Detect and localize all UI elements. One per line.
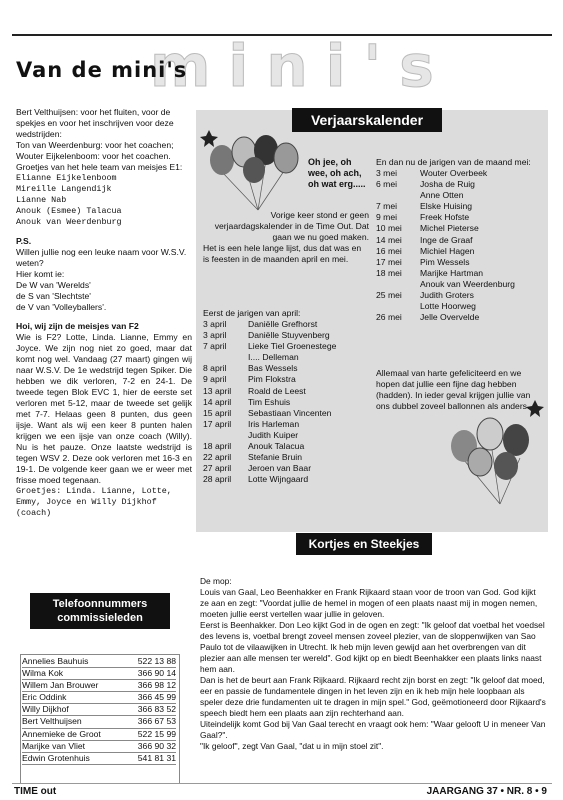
joke-line: De mop: xyxy=(200,576,232,586)
phone-row xyxy=(22,704,176,716)
mei-row xyxy=(376,235,515,246)
joke-line: Uiteindelijk komt God bij Van Gaal terecht en vraagt ook hem: "Waar gelooft U in meneer Van Gaal?". xyxy=(200,719,546,740)
april-name: Roald de Leest xyxy=(248,385,306,396)
mei-date: 16 mei xyxy=(376,245,402,256)
mei-name: Michiel Hagen xyxy=(420,245,475,256)
phone-table xyxy=(22,656,176,765)
april-name: Tim Eshuis xyxy=(248,396,291,407)
mei-date: 6 mei xyxy=(376,179,398,190)
april-name: Judith Kuiper xyxy=(248,429,299,440)
phone-name: Annemieke de Groot xyxy=(22,728,126,740)
april-row xyxy=(203,474,336,485)
mei-name: Wouter Overbeek xyxy=(420,168,488,178)
april-row xyxy=(203,419,336,430)
mei-name: Pim Wessels xyxy=(420,256,470,267)
april-name: Stefanie Bruin xyxy=(248,452,302,463)
mei-date: 17 mei xyxy=(376,256,402,267)
team-member: Mireille Langendijk xyxy=(16,184,112,194)
ps-text: de V van 'Volleyballers'. xyxy=(16,302,107,312)
april-row xyxy=(203,408,336,419)
april-date: 18 april xyxy=(203,441,232,452)
april-date: 13 april xyxy=(203,385,232,396)
f2-greeting: Groetjes: Linda. Lianne, Lotte, Emmy, Joyce en Willy Dijkhof (coach) xyxy=(16,486,172,518)
april-date: 3 april xyxy=(203,330,227,341)
ps-text: De W van 'Werelds' xyxy=(16,280,91,290)
team-member: Lianne Nab xyxy=(16,195,67,205)
birthday-heading: Verjaarskalender xyxy=(292,108,442,132)
april-row xyxy=(203,452,336,463)
ps-text: Willen jullie nog een leuke naam voor W.S.V. weten? xyxy=(16,247,187,268)
greeting-line: Groetjes van het hele team van meisjes E1: xyxy=(16,162,183,172)
april-date: 14 april xyxy=(203,396,232,407)
phone-number: 366 90 14 xyxy=(126,668,176,680)
team-member: Anouk (Esmee) Talacua xyxy=(16,206,122,216)
mei-name: Judith Groters xyxy=(420,290,474,301)
jokes-heading: Kortjes en Steekjes xyxy=(296,533,432,555)
phone-number: 541 81 31 xyxy=(126,752,176,764)
phone-name: Annelies Bauhuis xyxy=(22,656,126,668)
april-heading: Eerst de jarigen van april: xyxy=(203,308,301,318)
mei-row xyxy=(376,179,515,190)
phone-row xyxy=(22,656,176,668)
phone-row xyxy=(22,680,176,692)
april-date xyxy=(203,352,248,363)
phone-row xyxy=(22,692,176,704)
mei-date xyxy=(376,301,420,312)
mei-date: 14 mei xyxy=(376,234,402,245)
april-name: Pim Flokstra xyxy=(248,374,296,385)
mei-date xyxy=(376,279,420,290)
mei-date: 18 mei xyxy=(376,267,402,278)
phone-name: Eric Oddink xyxy=(22,692,126,704)
mei-date: 25 mei xyxy=(376,290,402,301)
ps-label: P.S. xyxy=(16,236,32,246)
phone-name: Willy Dijkhof xyxy=(22,704,126,716)
mei-row xyxy=(376,268,515,279)
april-row xyxy=(203,430,336,441)
april-row xyxy=(203,441,336,452)
mei-date: 10 mei xyxy=(376,223,402,234)
joke-line: Eerst is Beenhakker. Don Leo kijkt God in de ogen en zegt: "Ik geloof dat voetbal het voedsel des levens is, voetbal brengt zoveel mensen zoveel plezier, van de sloppenwijken van Sao Paulo tot de vilaawijken in Utrecht. Ik heb mijn leven gewijd aan het overbrengen van dit plezier aan alle mensen ter wereld". God kijkt op en biedt Beenhakker een plaats links naast hem aan. xyxy=(200,620,545,674)
credit-line: Ton van Weerdenburg: voor het coachen; xyxy=(16,140,174,150)
joke-line: Louis van Gaal, Leo Beenhakker en Frank Rijkaard staan voor de troon van God. God kijkt ze aan en zegt: "Voordat jullie de hemel in mogen of een plaats naast mij in mogen nemen, moeten jullie eerst vertellen waar jullie in geloven. xyxy=(200,587,538,619)
phone-row xyxy=(22,752,176,764)
joke-line: "Ik geloof", zegt Van Gaal, "dat u in mijn stoel zit". xyxy=(200,741,384,751)
april-name: Lieke Tiel Groenestege xyxy=(248,341,337,352)
mei-date: 26 mei xyxy=(376,312,402,323)
phone-name: Marijke van Vliet xyxy=(22,740,126,752)
mei-row xyxy=(376,246,515,257)
april-row xyxy=(203,463,336,474)
background-word: mini's xyxy=(150,32,452,100)
oh-jee-text: Oh jee, oh wee, oh ach, oh wat erg..... xyxy=(308,157,366,189)
mei-name: Michel Pieterse xyxy=(420,223,479,234)
april-row xyxy=(203,386,336,397)
mei-name: Anne Otten xyxy=(420,190,464,201)
left-column xyxy=(16,107,192,519)
april-date: 8 april xyxy=(203,363,227,374)
phone-number: 366 83 52 xyxy=(126,704,176,716)
april-row xyxy=(203,363,336,374)
birthday-intro xyxy=(203,210,369,265)
april-row xyxy=(203,330,336,341)
april-name: Daniëlle Stuyvenberg xyxy=(248,330,330,341)
april-date: 22 april xyxy=(203,452,232,463)
mei-name: Anouk van Weerdenburg xyxy=(420,278,515,289)
april-name: Daniëlle Grefhorst xyxy=(248,319,318,329)
april-name: Jeroen van Baar xyxy=(248,463,312,474)
phone-number: 522 15 99 xyxy=(126,728,176,740)
april-row xyxy=(203,352,336,363)
phone-name: Wilma Kok xyxy=(22,668,126,680)
april-date: 9 april xyxy=(203,374,227,385)
phone-row xyxy=(22,668,176,680)
april-date: 3 april xyxy=(203,319,227,329)
april-name: Sebastiaan Vincenten xyxy=(248,407,332,418)
jokes-text xyxy=(200,576,546,752)
mei-name: Josha de Ruig xyxy=(420,179,475,190)
f2-heading: Hoi, wij zijn de meisjes van F2 xyxy=(16,321,139,331)
april-row xyxy=(203,319,336,330)
phone-name: Bert Velthuijsen xyxy=(22,716,126,728)
closing-paragraph: Allemaal van harte gefeliciteerd en we hopen dat jullie een fijne dag hebben (hadden). In ieder geval krijgen jullie van ons dubbel zoveel ballonnen als anders. xyxy=(376,368,531,411)
ps-text: de S van 'Slechtste' xyxy=(16,291,91,301)
phone-number: 366 98 12 xyxy=(126,680,176,692)
intro-paragraph: Vorige keer stond er geen verjaardagskalender in de Time Out. Dat gaan we nu goed maken. xyxy=(214,210,369,242)
phone-name: Willem Jan Brouwer xyxy=(22,680,126,692)
phone-row xyxy=(22,716,176,728)
phone-row xyxy=(22,728,176,740)
phone-number: 366 45 99 xyxy=(126,692,176,704)
april-list xyxy=(203,319,336,485)
mei-row xyxy=(376,301,515,312)
mei-date: 3 mei xyxy=(376,168,398,178)
april-date xyxy=(203,430,248,441)
mei-row xyxy=(376,257,515,268)
team-member: Elianne Eijkelenboom xyxy=(16,173,117,183)
mei-name: Elske Huising xyxy=(420,201,473,212)
phone-row xyxy=(22,740,176,752)
mei-row xyxy=(376,212,515,223)
mei-row xyxy=(376,223,515,234)
credit-line: Bert Velthuijsen: voor het fluiten, voor de spekjes en voor het inschrijven voor deze wedstrijden: xyxy=(16,107,174,139)
mei-name: Lotte Hoorweg xyxy=(420,301,476,312)
intro-paragraph: Het is een hele lange lijst, dus dat was en is feesten in de maanden april en mei. xyxy=(203,243,362,264)
phone-name: Edwin Grotenhuis xyxy=(22,752,126,764)
bottom-rule xyxy=(12,783,552,784)
mei-row xyxy=(376,312,515,323)
footer-issue: JAARGANG 37 • NR. 8 • 9 xyxy=(426,786,547,797)
footer-magazine: TIME out xyxy=(14,786,57,797)
mei-row xyxy=(376,290,515,301)
april-date: 15 april xyxy=(203,407,232,418)
mei-date: 9 mei xyxy=(376,212,398,223)
credit-line: Wouter Eijkelenboom: voor het coachen. xyxy=(16,151,171,161)
phone-number: 366 90 32 xyxy=(126,740,176,752)
mei-date xyxy=(376,190,420,201)
april-name: Anouk Talacua xyxy=(248,441,305,452)
april-name: I.... Delleman xyxy=(248,352,299,363)
april-row xyxy=(203,341,336,352)
balloons-illustration xyxy=(200,130,310,214)
april-date: 17 april xyxy=(203,418,232,429)
april-row xyxy=(203,397,336,408)
mei-row xyxy=(376,168,515,179)
april-name: Iris Harleman xyxy=(248,418,300,429)
april-date: 27 april xyxy=(203,463,232,474)
balloons-illustration xyxy=(440,400,548,508)
team-member: Anouk van Weerdenburg xyxy=(16,217,122,227)
phone-heading: Telefoonnummers commissieleden xyxy=(30,593,170,629)
mei-name: Inge de Graaf xyxy=(420,234,473,245)
april-name: Lotte Wijngaard xyxy=(248,474,309,485)
mei-row xyxy=(376,201,515,212)
mei-name: Marijke Hartman xyxy=(420,267,484,278)
may-heading: En dan nu de jarigen van de maand mei: xyxy=(376,157,531,167)
mei-row xyxy=(376,190,515,201)
f2-text: Wie is F2? Lotte, Linda. Lianne, Emmy en Joyce. We zijn nog niet zo goed, maar dat komt nog wel. Vandaag (27 maart) gingen wij naar W.S.V. De 1e wedstrijd tegen Spiker. Die hebben we dik verloren, 7-2 en 24-1. De tweede tegen Blok EVC 1, hier de eerste set verloren met 5-12, maar de tweede set gelijk met 7-7. Helaas geen 8 punten, dus geen ijsje. Want als wij een keer 8 punten halen krijgen we een ijsje van onze coach (Willy). Nu is het pauze. Onze laatste wedstrijd is tegen WSV 2. Deze ook verloren met 16-3 en 19-1. De volgende keer gaan we er weer met frisse moed tegenaan. xyxy=(16,332,192,485)
april-date: 7 april xyxy=(203,341,227,352)
april-name: Bas Wessels xyxy=(248,363,298,374)
mei-name: Jelle Overvelde xyxy=(420,312,480,323)
ps-text: Hier komt ie: xyxy=(16,269,65,279)
mei-row xyxy=(376,279,515,290)
may-list xyxy=(376,168,515,323)
april-date: 28 april xyxy=(203,474,232,485)
phone-number: 522 13 88 xyxy=(126,656,176,668)
phone-number: 366 67 53 xyxy=(126,716,176,728)
mei-date: 7 mei xyxy=(376,201,398,212)
april-row xyxy=(203,374,336,385)
section-title: Van de mini's xyxy=(16,58,188,82)
mei-name: Freek Hofste xyxy=(420,212,470,223)
joke-line: Dan is het de beurt aan Frank Rijkaard. Rijkaard recht zijn borst en zegt: "Ik geloof dat moed, eer en passie de fundamentele dingen in het leven zijn en ik heb mijn hele loopbaan als speler deze drie fundamenten uit te dragen in mijn spel." God, geëmotioneerd door Rijkaard's speech biedt hem een plaats aan zijn rechterhand aan. xyxy=(200,675,546,718)
